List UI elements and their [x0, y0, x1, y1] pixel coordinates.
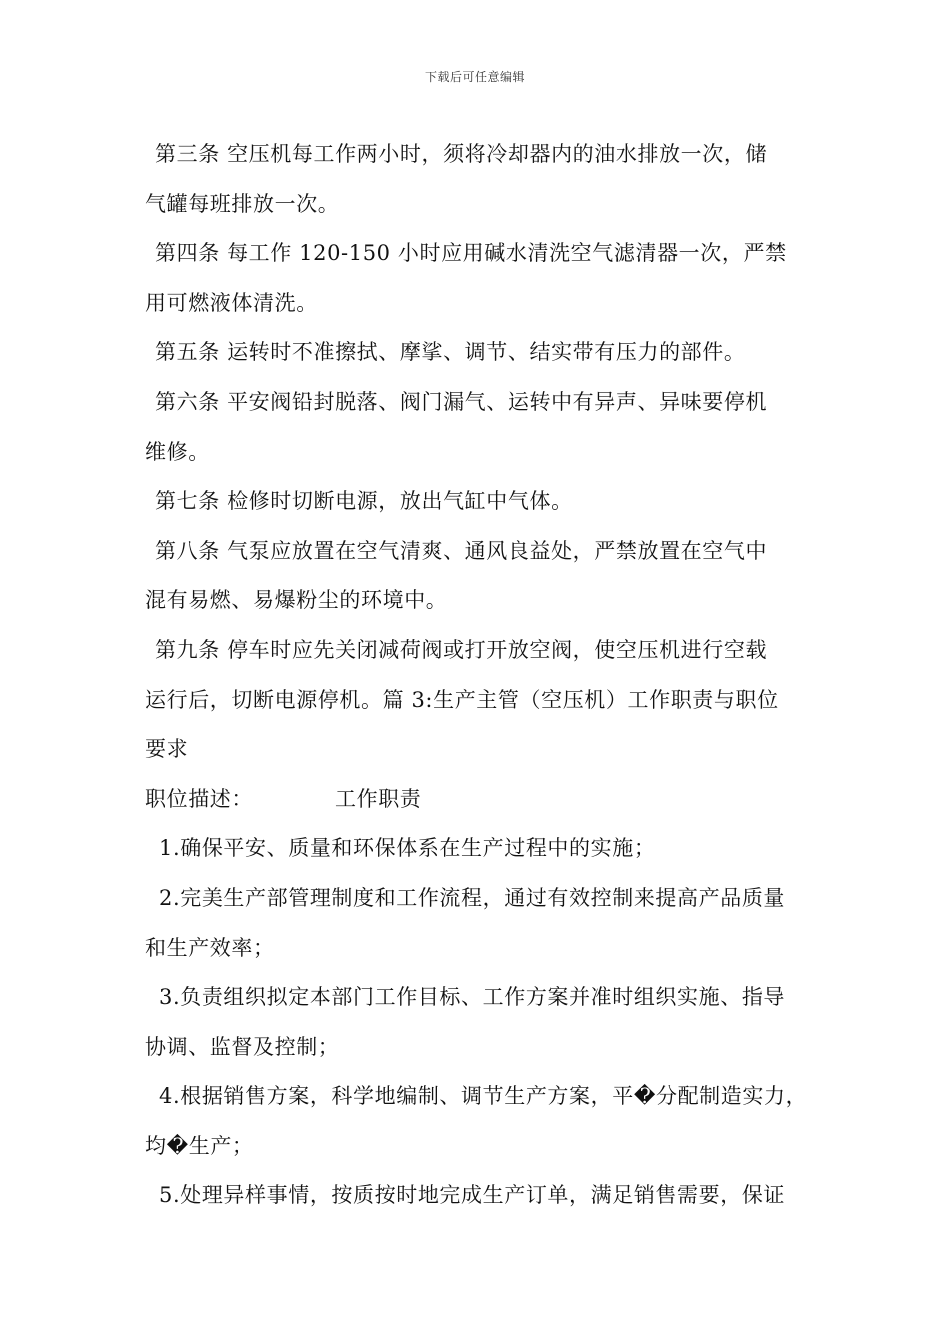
- article-4-line-1: 第四条 每工作 120-150 小时应用碱水清洗空气滤清器一次，严禁: [155, 241, 787, 266]
- page-header-note: 下载后可任意编辑: [424, 70, 525, 84]
- article-6-line-2: 维修。: [145, 439, 210, 464]
- article-9-line-1: 第九条 停车时应先关闭减荷阀或打开放空阀，使空压机进行空载: [155, 637, 768, 662]
- article-7-line-1: 第七条 检修时切断电源，放出气缸中气体。: [155, 489, 573, 514]
- article-5-line-1: 第五条 运转时不准擦拭、摩挲、调节、结实带有压力的部件。: [155, 340, 746, 365]
- job-duty-label: 工作职责: [335, 786, 422, 811]
- article-8-line-1: 第八条 气泵应放置在空气清爽、通风良益处，严禁放置在空气中: [155, 538, 768, 563]
- article-9-line-2: 运行后，切断电源停机。篇 3:生产主管（空压机）工作职责与职位: [145, 687, 779, 712]
- duty-1-line-1: 1.确保平安、质量和环保体系在生产过程中的实施；: [159, 836, 656, 861]
- duty-2-line-2: 和生产效率；: [145, 935, 275, 960]
- duty-5-line-1: 5.处理异样事情，按质按时地完成生产订单，满足销售需要，保证: [159, 1183, 786, 1208]
- article-3-line-2: 气罐每班排放一次。: [145, 191, 340, 216]
- article-3-line-1: 第三条 空压机每工作两小时，须将冷却器内的油水排放一次，储: [155, 142, 768, 166]
- document-body: [145, 130, 810, 1221]
- article-6-line-1: 第六条 平安阀铅封脱落、阀门漏气、运转中有异声、异味要停机: [155, 389, 768, 414]
- article-8-line-2: 混有易燃、易爆粉尘的环境中。: [145, 588, 448, 613]
- duty-4-line-1: 4.根据销售方案，科学地编制、调节生产方案，平�分配制造实力，: [159, 1084, 808, 1109]
- job-description-row: [145, 775, 810, 825]
- duty-3-line-1: 3.负责组织拟定本部门工作目标、工作方案并准时组织实施、指导: [159, 985, 786, 1010]
- duty-3-line-2: 协调、监督及控制；: [145, 1034, 340, 1059]
- job-description-label: 职位描述：: [145, 786, 253, 811]
- duty-4-line-2: 均�生产；: [145, 1133, 254, 1158]
- article-9-line-3: 要求: [145, 737, 189, 762]
- article-4-line-2: 用可燃液体清洗。: [145, 290, 318, 315]
- duty-2-line-1: 2.完美生产部管理制度和工作流程，通过有效控制来提高产品质量: [159, 885, 786, 910]
